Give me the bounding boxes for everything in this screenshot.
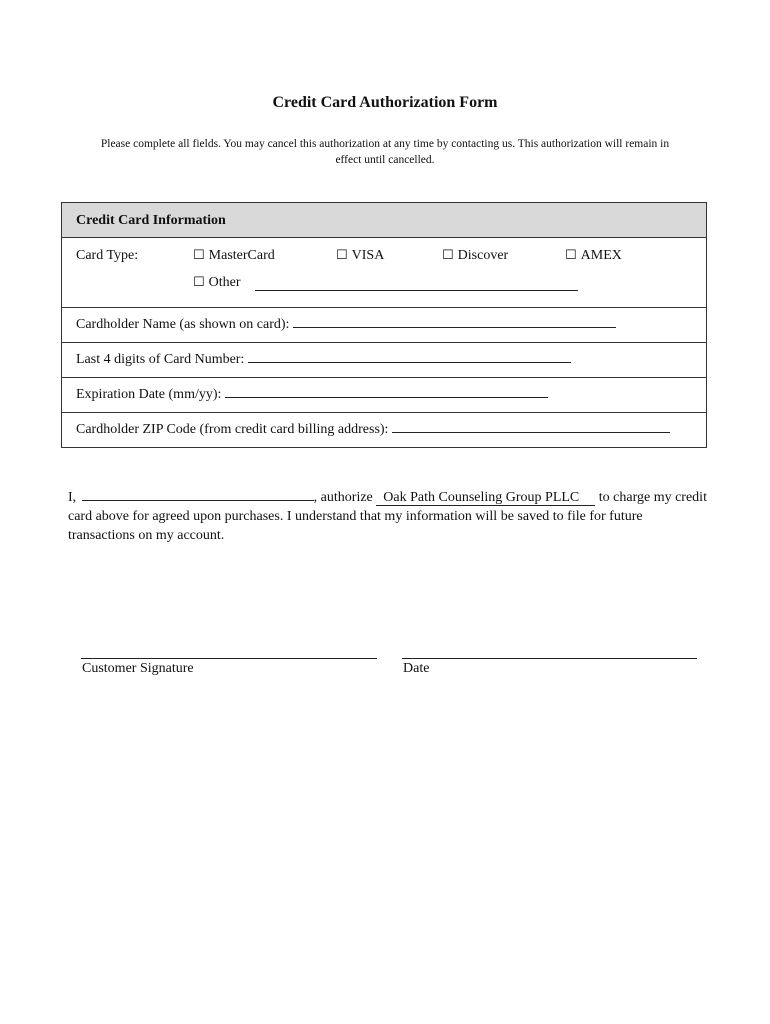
authorization-statement (68, 486, 708, 545)
last4-row (62, 343, 706, 378)
amex-label: AMEX (580, 248, 622, 263)
cardholder-name-label: Cardholder Name (as shown on card): (76, 317, 290, 332)
visa-option[interactable] (336, 248, 384, 264)
checkbox-icon[interactable]: ☐ (336, 248, 348, 263)
card-type-row (62, 238, 706, 308)
mastercard-option[interactable] (193, 248, 275, 264)
date-label: Date (403, 661, 430, 676)
cardholder-name-field[interactable] (293, 313, 616, 328)
checkbox-icon[interactable]: ☐ (193, 248, 205, 263)
checkbox-icon[interactable]: ☐ (565, 248, 577, 263)
expiration-field[interactable] (225, 383, 548, 398)
authorization-suffix: to charge my credit card above for agreed upon purchases. I understand that my information will be saved to file for future transactions on my account. (68, 490, 707, 543)
card-type-label: Card Type: (76, 248, 139, 263)
last4-label: Last 4 digits of Card Number: (76, 352, 245, 367)
authorization-mid: , authorize (313, 490, 373, 505)
other-option[interactable] (193, 275, 241, 291)
zip-field[interactable] (392, 418, 670, 433)
other-label: Other (208, 275, 241, 290)
section-header: Credit Card Information (62, 203, 706, 238)
expiration-row (62, 378, 706, 413)
credit-card-info-section (61, 202, 707, 448)
checkbox-icon[interactable]: ☐ (193, 275, 205, 290)
discover-label: Discover (457, 248, 509, 263)
amex-option[interactable] (565, 248, 622, 264)
company-name: Oak Path Counseling Group PLLC (376, 490, 595, 506)
date-field[interactable] (402, 658, 697, 659)
authorization-prefix: I, (68, 490, 77, 505)
customer-signature-label: Customer Signature (82, 661, 194, 676)
other-card-type-field[interactable] (255, 276, 578, 291)
cardholder-name-row (62, 308, 706, 343)
visa-label: VISA (351, 248, 385, 263)
authorizer-name-field[interactable] (82, 486, 314, 501)
mastercard-label: MasterCard (208, 248, 275, 263)
zip-row (62, 413, 706, 447)
intro-text: Please complete all fields. You may cancel this authorization at any time by contacting us. This authorization will remain in effect until cancelled. (100, 138, 670, 166)
checkbox-icon[interactable]: ☐ (442, 248, 454, 263)
discover-option[interactable] (442, 248, 508, 264)
zip-label: Cardholder ZIP Code (from credit card billing address): (76, 422, 389, 437)
expiration-label: Expiration Date (mm/yy): (76, 387, 222, 402)
form-title: Credit Card Authorization Form (272, 94, 498, 111)
customer-signature-field[interactable] (81, 658, 377, 659)
last4-field[interactable] (248, 348, 571, 363)
